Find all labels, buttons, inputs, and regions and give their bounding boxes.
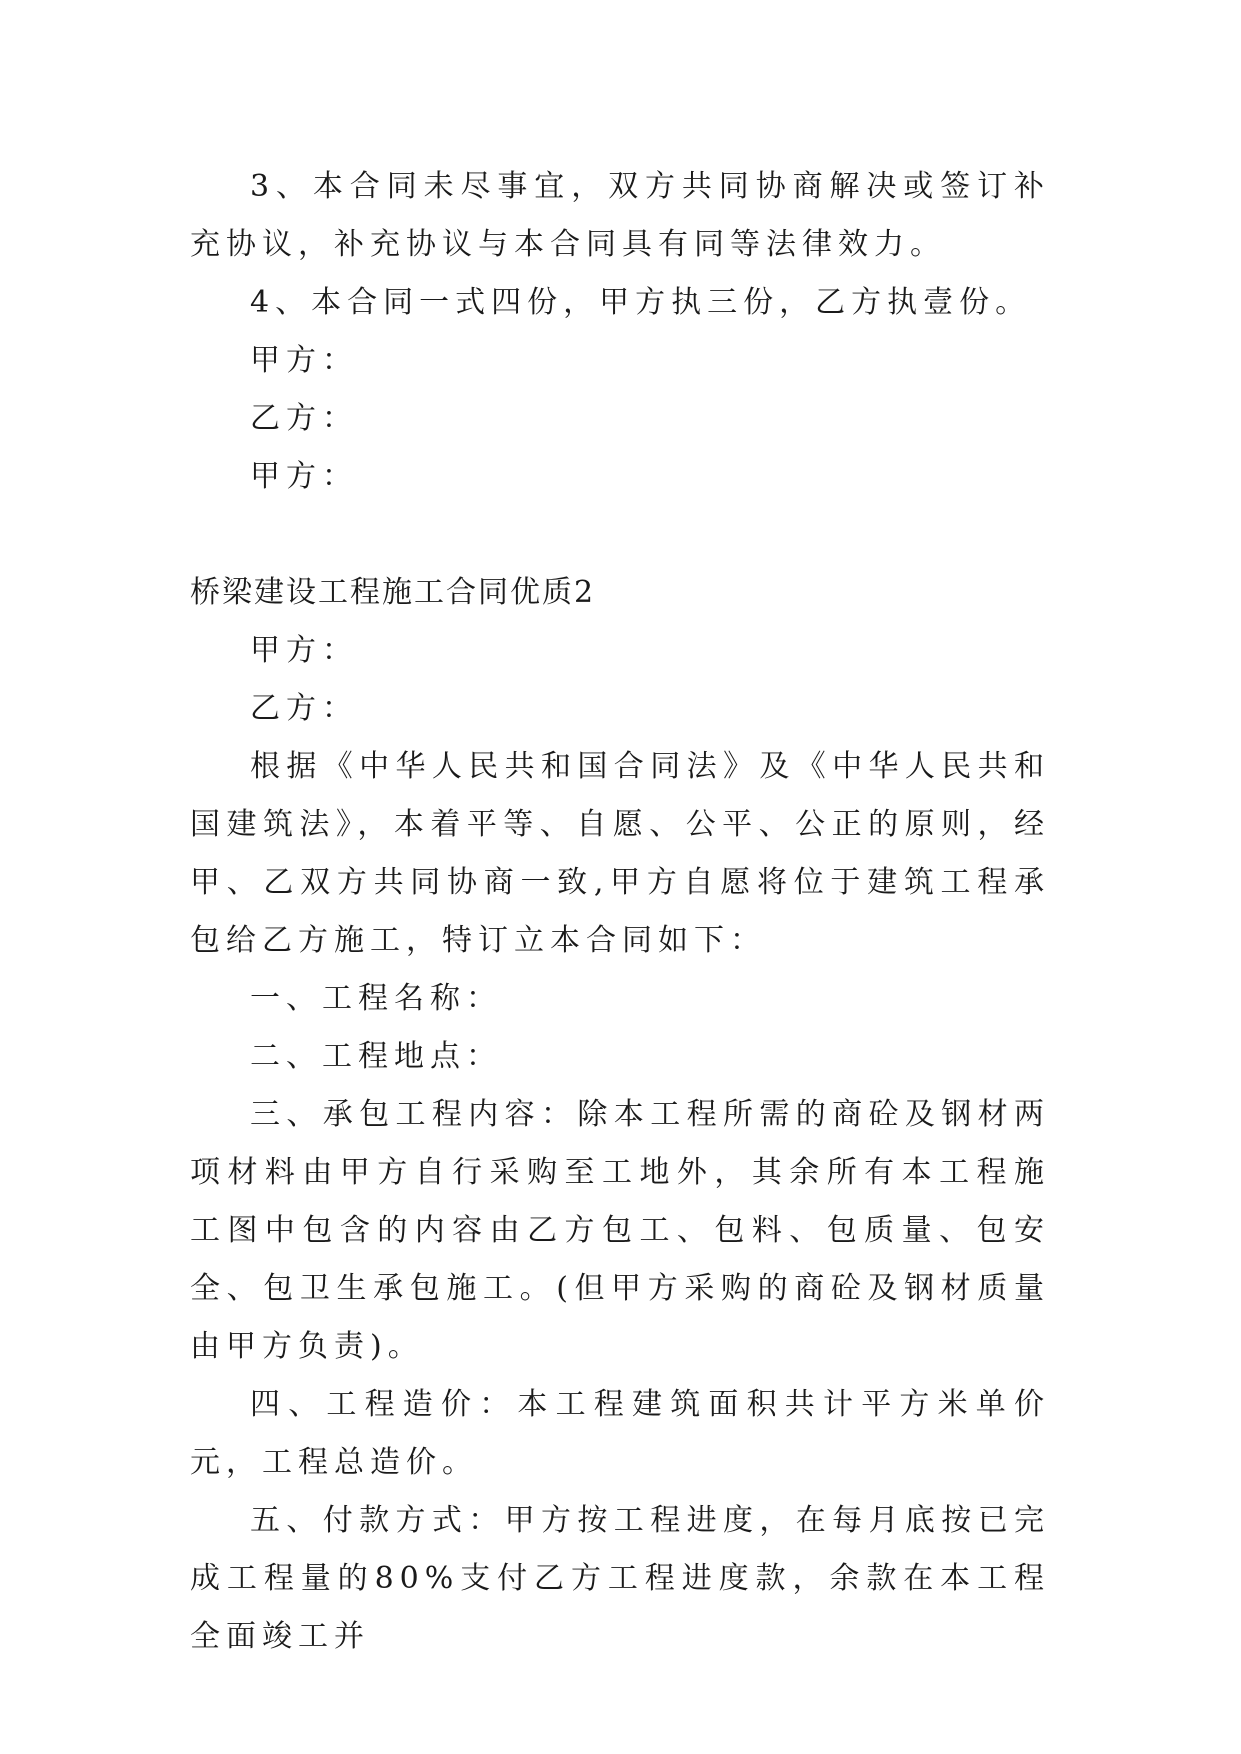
party-a-signature-line-2: 甲方： (250, 459, 358, 494)
clause-4: 4、本合同一式四份，甲方执三份，乙方执壹份。 (250, 285, 1032, 320)
project-name-clause: 一、工程名称： (250, 981, 502, 1016)
payment-terms-clause: 五、付款方式：甲方按工程进度，在每月底按已完成工程量的80%支付乙方工程进度款，余款在本工程全面竣工并 (190, 1503, 1050, 1654)
section-spacer (190, 506, 1050, 564)
party-a-line: 甲方： (250, 633, 358, 668)
party-a-signature-line: 甲方： (250, 343, 358, 378)
project-cost-clause: 四、工程造价：本工程建筑面积共计平方米单价元，工程总造价。 (190, 1387, 1050, 1480)
party-b-line: 乙方： (250, 691, 358, 726)
document-body (190, 158, 1050, 1666)
preamble-paragraph: 根据《中华人民共和国合同法》及《中华人民共和国建筑法》，本着平等、自愿、公平、公正的原则，经甲、乙双方共同协商一致,甲方自愿将位于建筑工程承包给乙方施工，特订立本合同如下： (190, 749, 1050, 958)
contract-scope-clause: 三、承包工程内容：除本工程所需的商砼及钢材两项材料由甲方自行采购至工地外，其余所有本工程施工图中包含的内容由乙方包工、包料、包质量、包安全、包卫生承包施工。(但甲方采购的商砼及钢材质量由甲方负责)。 (190, 1097, 1050, 1364)
party-b-signature-line: 乙方： (250, 401, 358, 436)
contract-title: 桥梁建设工程施工合同优质2 (190, 575, 596, 610)
clause-3: 3、本合同未尽事宜，双方共同协商解决或签订补充协议，补充协议与本合同具有同等法律效力。 (190, 169, 1050, 262)
project-location-clause: 二、工程地点： (250, 1039, 502, 1074)
